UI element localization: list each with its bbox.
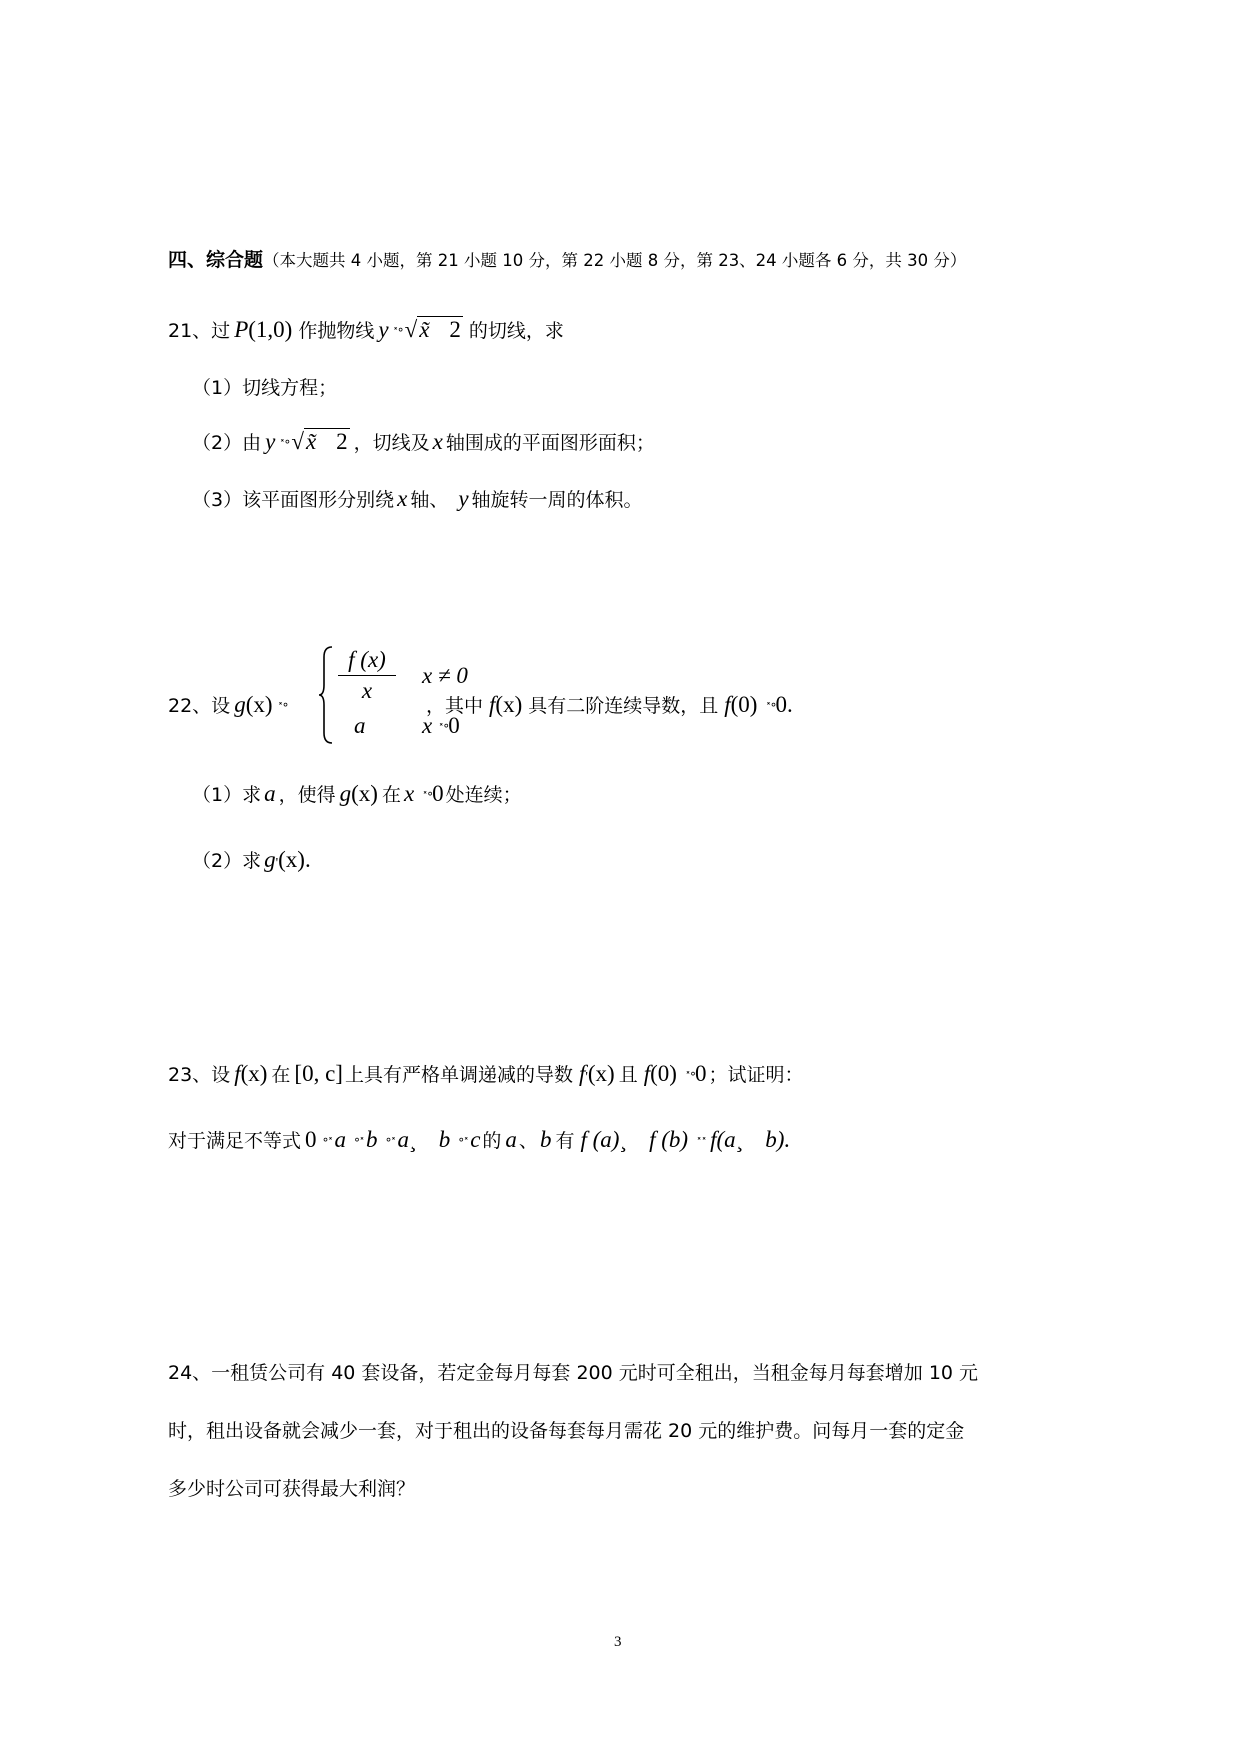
- section-note: （本大题共 4 小题，第 21 小题 10 分，第 22 小题 8 分，第 23、24 小题各 6 分，共 30 分）: [263, 251, 967, 270]
- q24-line1: 24、一租赁公司有 40 套设备，若定金每月每套 200 元时可全租出，当租金每月每套增加 10 元: [168, 1362, 979, 1384]
- q22-junk: ˟°: [277, 701, 288, 715]
- q23-fab-f: f: [710, 1127, 717, 1152]
- q23-f0: f: [643, 1061, 651, 1086]
- q23-fab-b: b).: [765, 1127, 791, 1152]
- q21-coords: (1,0): [248, 317, 293, 342]
- q22-g: g: [234, 692, 246, 717]
- q23-ineq-a: a: [334, 1127, 347, 1152]
- q22-sub1-pre: （1）求: [192, 784, 262, 806]
- fraction-bar: [338, 675, 396, 676]
- q22-sub2-prime: ': [275, 856, 279, 871]
- question-21: [168, 316, 564, 343]
- q22-sub2-gx: (x): [278, 847, 305, 872]
- q21-sub2-post: ，切线及: [353, 432, 430, 454]
- q22-sub1: [192, 780, 522, 807]
- section-title: 四、综合题: [168, 249, 264, 271]
- question-22: [168, 645, 1068, 745]
- q23-ineq-ap: a: [397, 1127, 410, 1152]
- q23-in: 在: [271, 1064, 291, 1086]
- piecewise-brace: [318, 645, 334, 745]
- q22-cond2-x: x: [422, 713, 433, 738]
- q22-sub1-mid: ，使得: [278, 784, 336, 806]
- q22-sub2-g: g: [264, 847, 276, 872]
- q21-sub2-radicand-x: x̃: [305, 429, 317, 454]
- q22-f: f: [489, 692, 496, 717]
- q22-cond2-junk: ˟°: [438, 722, 449, 736]
- q22-sub1-a: a: [264, 781, 276, 806]
- q21-y: y: [378, 317, 389, 342]
- q22-cond1: x ≠ 0: [422, 663, 468, 688]
- q22-gx: (x): [245, 692, 273, 717]
- q23-fpx: (x): [587, 1061, 615, 1086]
- q21-sub2-radicand-2: 2: [336, 429, 348, 454]
- sqrt-symbol: √: [291, 429, 304, 454]
- q21-junk: ˟°: [392, 326, 403, 340]
- q23-junk2d: °˟: [458, 1136, 469, 1150]
- q23-comma: ¸: [409, 1127, 417, 1152]
- q23-line2-mid: 的: [482, 1130, 502, 1152]
- q22-sub2: [192, 846, 311, 873]
- q21-sub2-tail: 轴围成的平面图形面积；: [445, 432, 655, 454]
- q21-sub2-x: x: [432, 429, 443, 454]
- q24-line2: 时，租出设备就会减少一套，对于租出的设备每套每月需花 20 元的维护费。问每月一套的定金: [168, 1420, 965, 1442]
- q23-comma2: ¸: [619, 1127, 628, 1152]
- q21-sub2-y: y: [265, 429, 276, 454]
- q23-junk: ˟°: [684, 1070, 695, 1084]
- q21-tail: 的切线，求: [468, 320, 564, 342]
- q23-prime: ': [585, 1070, 588, 1085]
- q22-sub1-junk: ˟°: [422, 790, 433, 804]
- q22-zero: 0: [775, 692, 787, 717]
- q21-sub3-y: y: [458, 486, 469, 511]
- q23-f: f: [234, 1061, 241, 1086]
- q24-line3: 多少时公司可获得最大利润？: [168, 1478, 416, 1500]
- q22-f0arg: (0): [730, 692, 758, 717]
- q23-mid: 上具有严格单调递减的导数: [344, 1064, 573, 1086]
- q22-frac-num: f (x): [348, 647, 386, 672]
- section-heading: [168, 245, 966, 272]
- question-23: [168, 1060, 803, 1087]
- q23-fab: (a: [716, 1127, 736, 1152]
- q22-fx: (x): [495, 692, 523, 717]
- q23-junk3: ˟˟: [696, 1136, 707, 1150]
- q21-sub2-radicand: [304, 428, 350, 455]
- q22-frac-den: x: [361, 678, 373, 703]
- q21-sub2-pre: （2）由: [192, 432, 262, 454]
- q23-fp: f: [578, 1061, 586, 1086]
- q22-f0: f: [724, 692, 731, 717]
- q23-fa: f (a): [580, 1127, 620, 1152]
- q21-radicand-2: 2: [449, 317, 461, 342]
- q22-f0-junk: ˟°: [765, 701, 776, 715]
- q23-ineq-bb: b: [438, 1127, 451, 1152]
- q23-interval: [0, c]: [294, 1061, 343, 1086]
- q21-sub2-junk: ˟°: [279, 438, 290, 452]
- q21-number: 21、过: [168, 320, 231, 342]
- q21-radicand-x: x̃: [419, 317, 430, 342]
- q23-tail: ；试证明：: [708, 1064, 804, 1086]
- q23-line2-pre: 对于满足不等式: [168, 1130, 302, 1152]
- q22-dot: .: [786, 692, 793, 717]
- q23-ineq-c: c: [470, 1127, 481, 1152]
- q22-mid: ，其中: [426, 695, 484, 717]
- page-number: 3: [614, 1634, 622, 1650]
- q22-sub2-dot: .: [304, 847, 311, 872]
- q21-sub2: [192, 428, 655, 455]
- q21-sub3-tail: 轴旋转一周的体积。: [471, 489, 643, 511]
- q21-sub3: [192, 485, 643, 512]
- q21-sub3-pre: （3）该平面图形分别绕: [192, 489, 395, 511]
- q21-sub3-x: x: [397, 486, 408, 511]
- q21-mid: 作抛物线: [298, 320, 375, 342]
- q22-sub1-x: x: [403, 781, 415, 806]
- q21-sub3-mid: 轴、: [410, 489, 449, 511]
- q23-junk2: °˟: [322, 1136, 333, 1150]
- q21-sub1: （1）切线方程；: [192, 377, 338, 399]
- sqrt-symbol: √: [404, 317, 418, 342]
- q23-comma3: ¸: [735, 1127, 744, 1152]
- q23-sa: a: [505, 1127, 517, 1152]
- q23-f0arg: (0): [650, 1061, 677, 1086]
- q22-mid2: 具有二阶连续导数，且: [528, 695, 719, 717]
- q23-junk2b: °˟: [354, 1136, 365, 1150]
- q23-has: 有: [555, 1130, 575, 1152]
- q23-line2: [168, 1126, 790, 1153]
- q23-ineq-b: b: [366, 1127, 378, 1152]
- q22-case2: a: [354, 713, 366, 738]
- q22-sub1-gx: (x): [351, 781, 378, 806]
- q22-number: 22、设: [168, 695, 231, 717]
- q23-junk2c: °˟: [385, 1136, 396, 1150]
- q22-fraction: [338, 647, 396, 704]
- q23-ineq-0: 0: [305, 1127, 317, 1152]
- q21-radicand: [417, 316, 463, 343]
- q22-sub1-0: 0: [432, 781, 444, 806]
- q22-cond2-0: 0: [448, 713, 460, 738]
- q23-fx: (x): [240, 1061, 268, 1086]
- q23-number: 23、设: [168, 1064, 231, 1086]
- q23-sep: 、: [518, 1130, 538, 1152]
- q21-point: P: [234, 317, 249, 342]
- q23-sb: b: [539, 1127, 552, 1152]
- q22-sub2-pre: （2）求: [192, 850, 262, 872]
- q23-zero: 0: [694, 1061, 707, 1086]
- q22-sub1-g: g: [339, 781, 352, 806]
- q23-fb: f (b): [649, 1127, 689, 1152]
- q22-sub1-in: 在: [381, 784, 401, 806]
- q23-and: 且: [618, 1064, 638, 1086]
- q22-sub1-tail: 处连续；: [445, 784, 522, 806]
